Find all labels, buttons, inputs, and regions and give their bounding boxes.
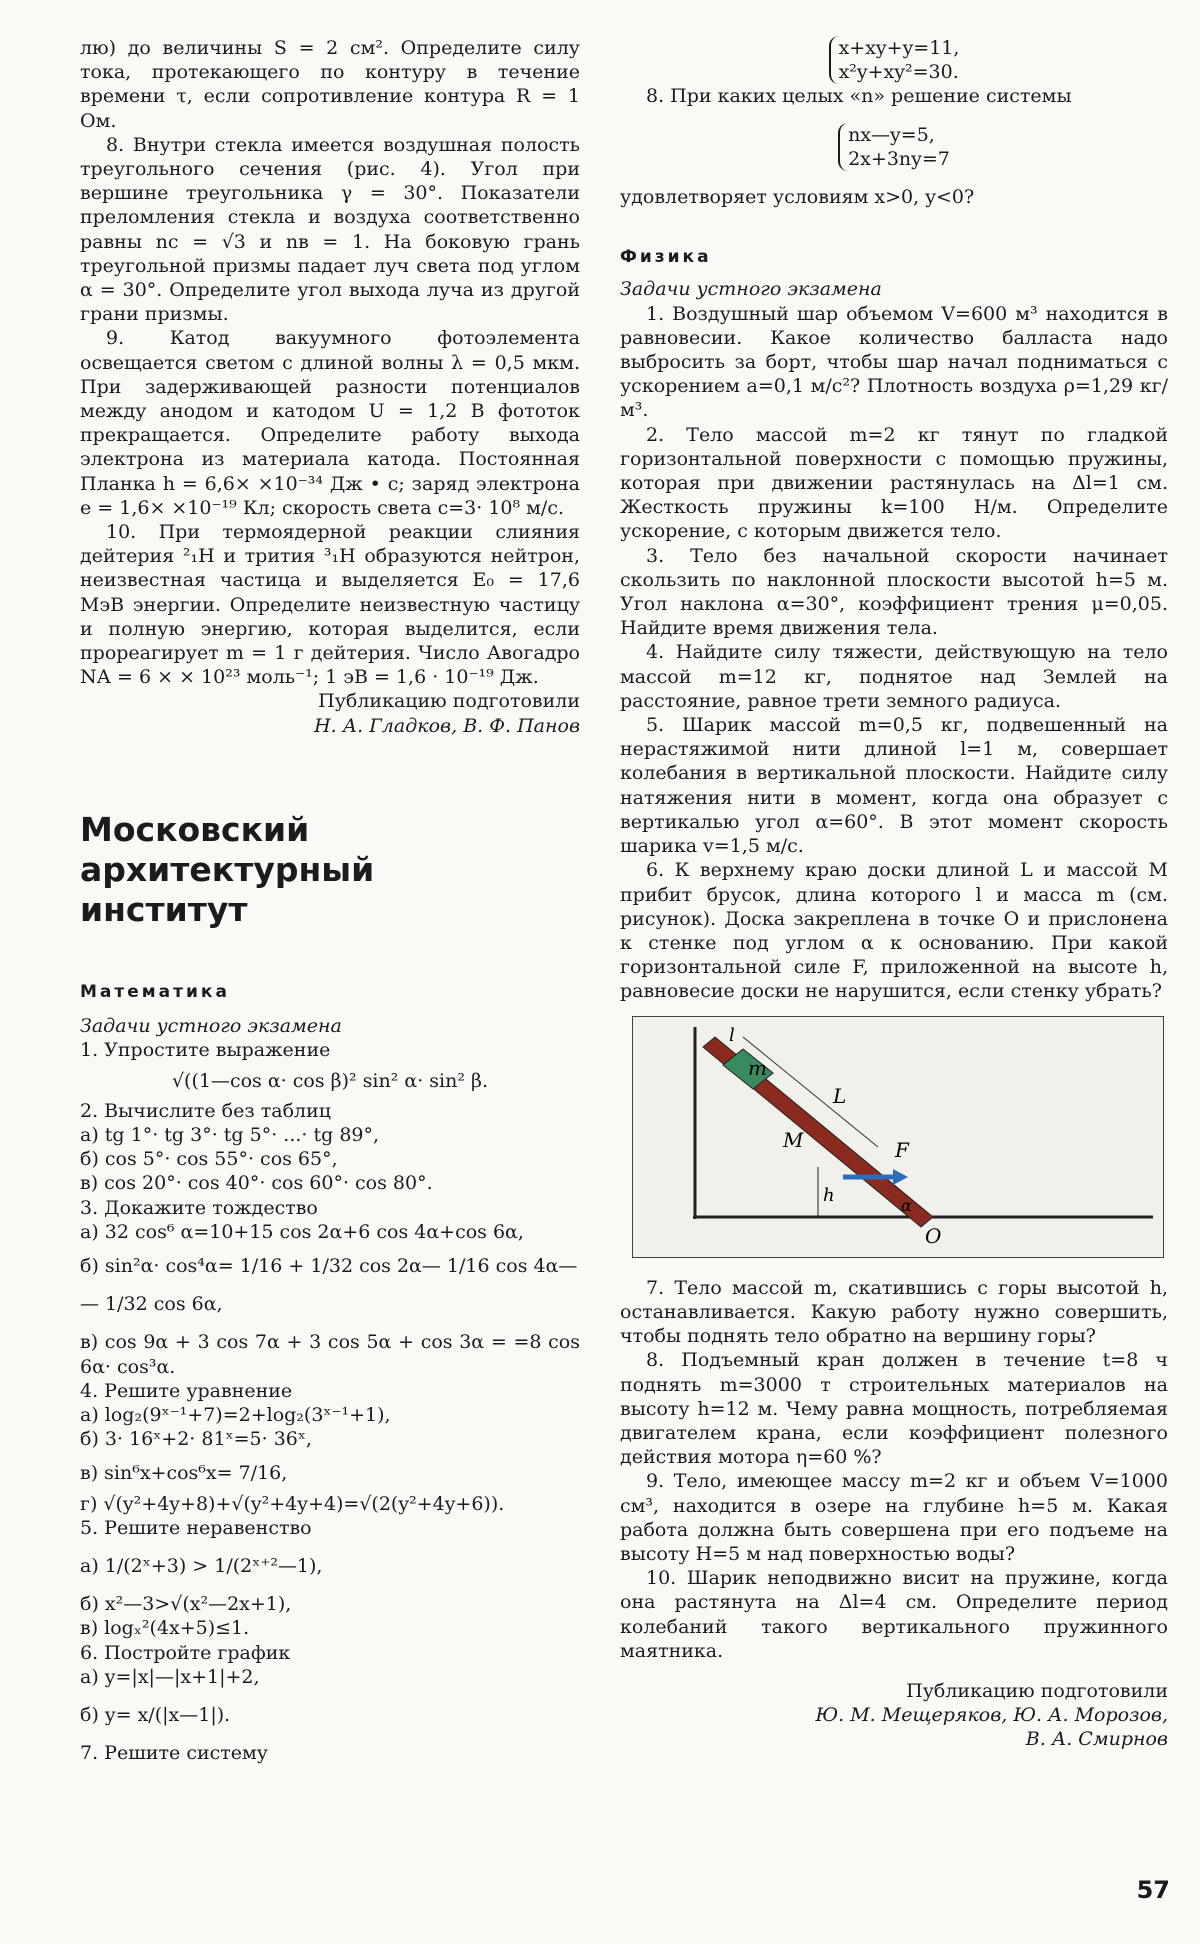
math-4c: в) sin⁶x+cos⁶x= 7/16, bbox=[80, 1462, 288, 1485]
physics-problem-6: 6. К верхнему краю доски длиной L и массой M прибит брусок, длина которого l и масса m (см. рисунок). Доска закреплена в точке O и прислонена к стенке под углом α к основанию. При какой горизонтальной силе F, приложенной на высоте h, равновесие доски не нарушится, если стенку убрать? bbox=[620, 859, 1168, 1003]
math-5c: в) logₓ²(4x+5)≤1. bbox=[80, 1617, 250, 1640]
institute-title: Московский архитектурный институт bbox=[80, 809, 375, 929]
math-3b-cont: — 1/32 cos 6α, bbox=[80, 1293, 223, 1316]
math-formula-1: √((1—cos α· cos β)² sin² α· sin² β. bbox=[171, 1069, 489, 1092]
math-2a: а) tg 1°· tg 3°· tg 5°· ...· tg 89°, bbox=[80, 1123, 380, 1146]
physics-problem-10: 10. Шарик неподвижно висит на пружине, когда она растянута на Δl=4 см. Определите период колебаний такого вертикального пружинного маятника. bbox=[620, 1567, 1168, 1662]
system-1-line-1: x+xy+y=11, bbox=[838, 37, 960, 59]
label-h: h bbox=[823, 1184, 835, 1206]
problem-8: 8. Внутри стекла имеется воздушная полость треугольного сечения (рис. 4). Угол при вершине треугольника γ = 30°. Показатели преломления стекла и воздуха соответственно равны nс = √3 и nв = 1. На боковую грань треугольной призмы падает луч света под углом α = 30°. Определите угол выхода луча из другой грани призмы. bbox=[80, 133, 580, 326]
physics-problem-7: 7. Тело массой m, скатившись с горы высотой h, останавливается. Какую работу нужно совершить, чтобы поднять тело обратно на вершину горы? bbox=[620, 1276, 1168, 1348]
credit-label-2: Публикацию подготовили bbox=[906, 1679, 1168, 1702]
physics-heading: Физика bbox=[620, 247, 712, 268]
physics-problem-2: 2. Тело массой m=2 кг тянут по гладкой горизонтальной поверхности с помощью пружины, которая при движении растянулась на Δl=1 см. Жесткость пружины k=100 Н/м. Определите ускорение, с которым движется тело. bbox=[620, 423, 1168, 543]
math-problem-4: 4. Решите уравнение bbox=[80, 1379, 293, 1402]
physics-subheading: Задачи устного экзамена bbox=[620, 278, 882, 301]
math-problem-1: 1. Упростите выражение bbox=[80, 1039, 331, 1062]
math-6b: б) y= x/(|x—1|). bbox=[80, 1703, 231, 1726]
physics-problem-8: 8. Подъемный кран должен в течение t=8 ч поднять m=3000 т строительных материалов на высоту h=12 м. Чему равна мощность, потребляемая двигателем крана, если коэффициент полезного действия мотора η=60 %? bbox=[620, 1349, 1168, 1469]
math-subheading: Задачи устного экзамена bbox=[80, 1015, 342, 1038]
label-m: m bbox=[748, 1055, 767, 1080]
math-problem-7: 7. Решите систему bbox=[80, 1742, 268, 1765]
math-6a: а) y=|x|—|x+1|+2, bbox=[80, 1665, 260, 1688]
force-arrow-head bbox=[893, 1169, 908, 1185]
system-2 bbox=[620, 123, 1168, 171]
label-O: O bbox=[925, 1223, 942, 1248]
math-problem-8: 8. При каких целых «n» решение системы bbox=[646, 85, 1072, 108]
board-figure bbox=[632, 1016, 1164, 1258]
problem-10: 10. При термоядерной реакции слияния дейтерия ²₁H и трития ³₁H образуются нейтрон, неизвестная частица и выделяется E₀ = 17,6 МэВ энергии. Определите неизвестную частицу и полную энергию, которая выделится, если прореагирует m = 1 г дейтерия. Число Авогадро NА = 6 × × 10²³ моль⁻¹; 1 эВ = 1,6 · 10⁻¹⁹ Дж. bbox=[80, 521, 580, 689]
label-M: M bbox=[783, 1127, 804, 1152]
label-F: F bbox=[895, 1137, 909, 1162]
math-4a: а) log₂(9ˣ⁻¹+7)=2+log₂(3ˣ⁻¹+1), bbox=[80, 1403, 391, 1426]
credit-names-2a: Ю. М. Мещеряков, Ю. А. Морозов, bbox=[815, 1704, 1168, 1727]
math-2c: в) cos 20°· cos 40°· cos 60°· cos 80°. bbox=[80, 1172, 433, 1195]
math-problem-2: 2. Вычислите без таблиц bbox=[80, 1099, 331, 1122]
math-4b: б) 3· 16ˣ+2· 81ˣ=5· 36ˣ, bbox=[80, 1428, 312, 1451]
system-1 bbox=[620, 36, 1168, 84]
physics-problem-5: 5. Шарик массой m=0,5 кг, подвешенный на нерастяжимой нити длиной l=1 м, совершает колебания в вертикальной плоскости. Найдите силу натяжения нити в момент, когда она образует с вертикалью угол α=60°. В этот момент скорость шарика v=1,5 м/с. bbox=[620, 714, 1168, 858]
math-5b: б) x²—3>√(x²—2x+1), bbox=[80, 1593, 292, 1616]
math-5a: а) 1/(2ˣ+3) > 1/(2ˣ⁺²—1), bbox=[80, 1554, 323, 1577]
credit-names-2b: В. А. Смирнов bbox=[1025, 1728, 1168, 1751]
label-l: l bbox=[729, 1024, 735, 1046]
physics-problem-3: 3. Тело без начальной скорости начинает скользить по наклонной плоскости высотой h=5 м. Угол наклона α=30°, коэффициент трения μ=0,05. Найдите время движения тела. bbox=[620, 544, 1168, 640]
math-4d: г) √(y²+4y+8)+√(y²+4y+4)=√(2(y²+4y+6)). bbox=[80, 1492, 505, 1515]
math-3c: в) cos 9α + 3 cos 7α + 3 cos 5α + cos 3α = =8 cos 6α· cos³α. bbox=[80, 1331, 580, 1378]
math-3a: а) 32 cos⁶ α=10+15 cos 2α+6 cos 4α+cos 6α, bbox=[80, 1220, 524, 1243]
problem-9: 9. Катод вакуумного фотоэлемента освещается светом с длиной волны λ = 0,5 мкм. При задерживающей разности потенциалов между анодом и катодом U = 1,2 В фототок прекращается. Определите работу выхода электрона из материала катода. Постоянная Планка h = 6,6× ×10⁻³⁴ Дж • с; заряд электрона e = 1,6× ×10⁻¹⁹ Кл; скорость света c=3· 10⁸ м/с. bbox=[80, 327, 580, 519]
paragraph-continuation: лю) до величины S = 2 см². Определите силу тока, протекающего по контуру в течение времени τ, если сопротивление контура R = 1 Ом. bbox=[80, 37, 580, 132]
left-column bbox=[80, 36, 580, 1765]
system-1-line-2: x²y+xy²=30. bbox=[838, 61, 959, 84]
credit-names: Н. А. Гладков, В. Ф. Панов bbox=[314, 714, 580, 737]
physics-problem-1: 1. Воздушный шар объемом V=600 м³ находится в равновесии. Какое количество балласта надо выбросить за борт, чтобы шар начал подниматься с ускорением a=0,1 м/с²? Плотность воздуха ρ=1,29 кг/м³. bbox=[620, 302, 1168, 422]
system-2-line-2: 2x+3ny=7 bbox=[848, 147, 950, 170]
math-problem-5: 5. Решите неравенство bbox=[80, 1516, 312, 1539]
credit-label: Публикацию подготовили bbox=[318, 690, 580, 713]
right-column bbox=[620, 36, 1168, 1752]
physics-problem-4: 4. Найдите силу тяжести, действующую на тело массой m=12 кг, поднятое над Землей на расстояние, равное трети земного радиуса. bbox=[620, 641, 1168, 712]
system-2-line-1: nx—y=5, bbox=[848, 123, 935, 146]
math-3b: б) sin²α· cos⁴α= 1/16 + 1/32 cos 2α— 1/16 cos 4α— bbox=[80, 1254, 578, 1277]
math-2b: б) cos 5°· cos 55°· cos 65°, bbox=[80, 1148, 338, 1171]
label-L: L bbox=[833, 1083, 847, 1108]
math-problem-3: 3. Докажите тождество bbox=[80, 1196, 318, 1219]
math-heading: Математика bbox=[80, 981, 230, 1002]
math-problem-6: 6. Постройте график bbox=[80, 1641, 291, 1664]
page-number: 57 bbox=[1136, 1876, 1170, 1904]
math-8-condition: удовлетворяет условиям x>0, y<0? bbox=[620, 186, 975, 209]
label-alpha: α bbox=[901, 1195, 912, 1215]
physics-problem-9: 9. Тело, имеющее массу m=2 кг и объем V=1000 см³, находится в озере на глубине h=5 м. Какая работа должна быть совершена при его подъеме на высоту H=5 м над поверхностью воды? bbox=[620, 1470, 1168, 1565]
